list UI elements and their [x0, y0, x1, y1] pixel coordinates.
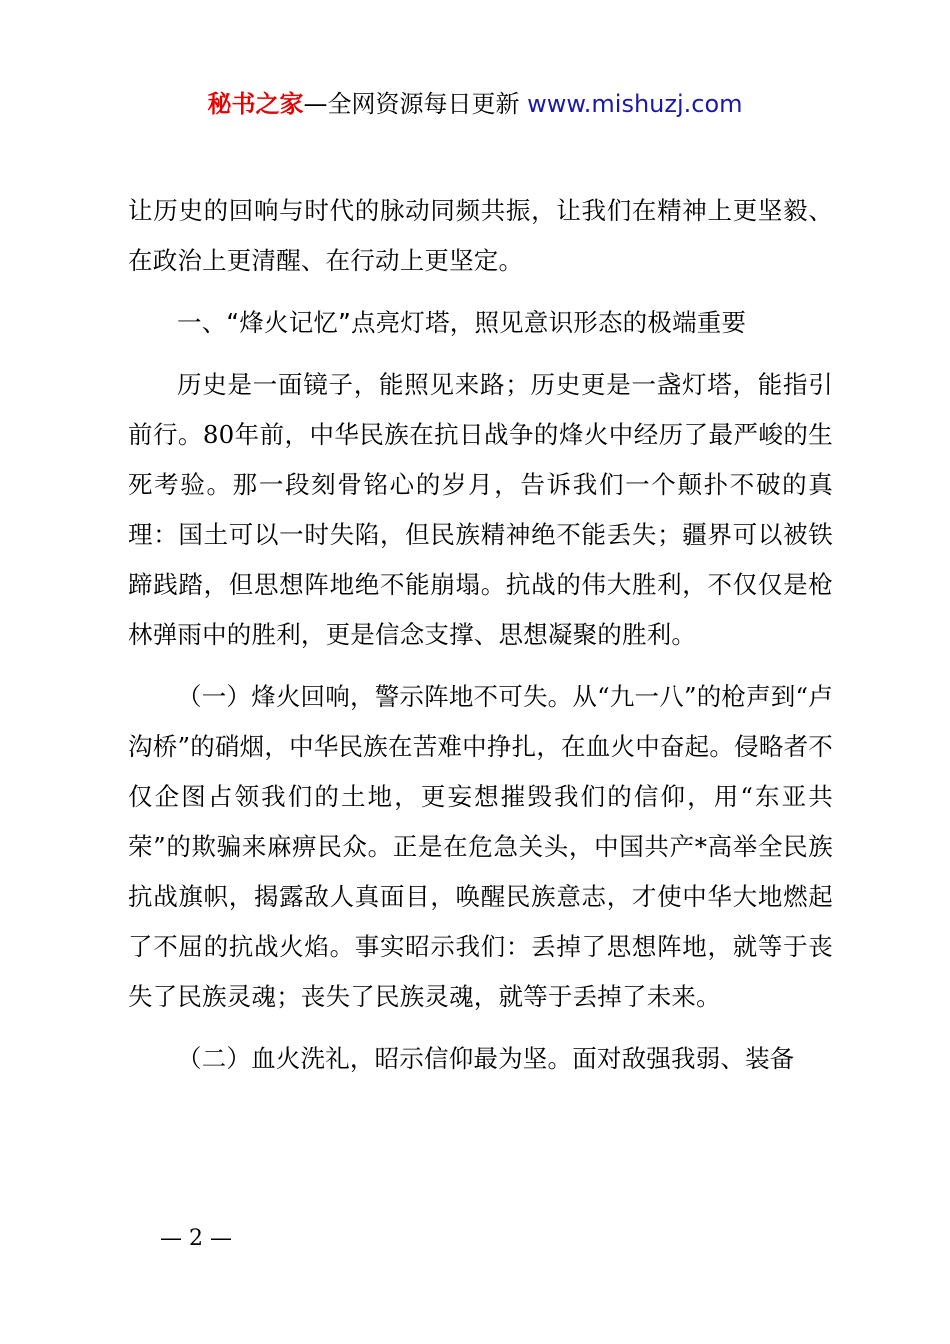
page-header	[0, 86, 950, 122]
paragraph-continuation: 让历史的回响与时代的脉动同频共振，让我们在精神上更坚毅、在政治上更清醒、在行动上更坚定。	[128, 196, 833, 275]
header-tagline: —全网资源每日更新	[303, 90, 528, 118]
page-number: — 2 —	[160, 1226, 232, 1251]
document-body	[128, 186, 833, 1084]
section-heading: 一、“烽火记忆”点亮灯塔，照见意识形态的极端重要	[177, 308, 747, 337]
paragraph: 历史是一面镜子，能照见来路；历史更是一盏灯塔，能指引前行。80年前，中华民族在抗日战争的烽火中经历了最严峻的生死考验。那一段刻骨铭心的岁月，告诉我们一个颠扑不破的真理：国土可以一时失陷，但民族精神绝不能丢失；疆界可以被铁蹄践踏，但思想阵地绝不能崩塌。抗战的伟大胜利，不仅仅是枪林弹雨中的胜利，更是信念支撑、思想凝聚的胜利。	[128, 370, 833, 649]
header-brand: 秘书之家	[207, 90, 304, 118]
paragraph: （一）烽火回响，警示阵地不可失。从“九一八”的枪声到“卢沟桥”的硝烟，中华民族在苦难中挣扎，在血火中奋起。侵略者不仅企图占领我们的土地，更妄想摧毁我们的信仰，用“东亚共荣”的欺骗来麻痹民众。正是在危急关头，中国共产*高举全民族抗战旗帜，揭露敌人真面目，唤醒民族意志，才使中华大地燃起了不屈的抗战火焰。事实昭示我们：丢掉了思想阵地，就等于丧失了民族灵魂；丧失了民族灵魂，就等于丢掉了未来。	[128, 682, 833, 1011]
paragraph: （二）血火洗礼，昭示信仰最为坚。面对敌强我弱、装备	[177, 1044, 795, 1073]
header-url[interactable]: www.mishuzj.com	[527, 90, 743, 118]
